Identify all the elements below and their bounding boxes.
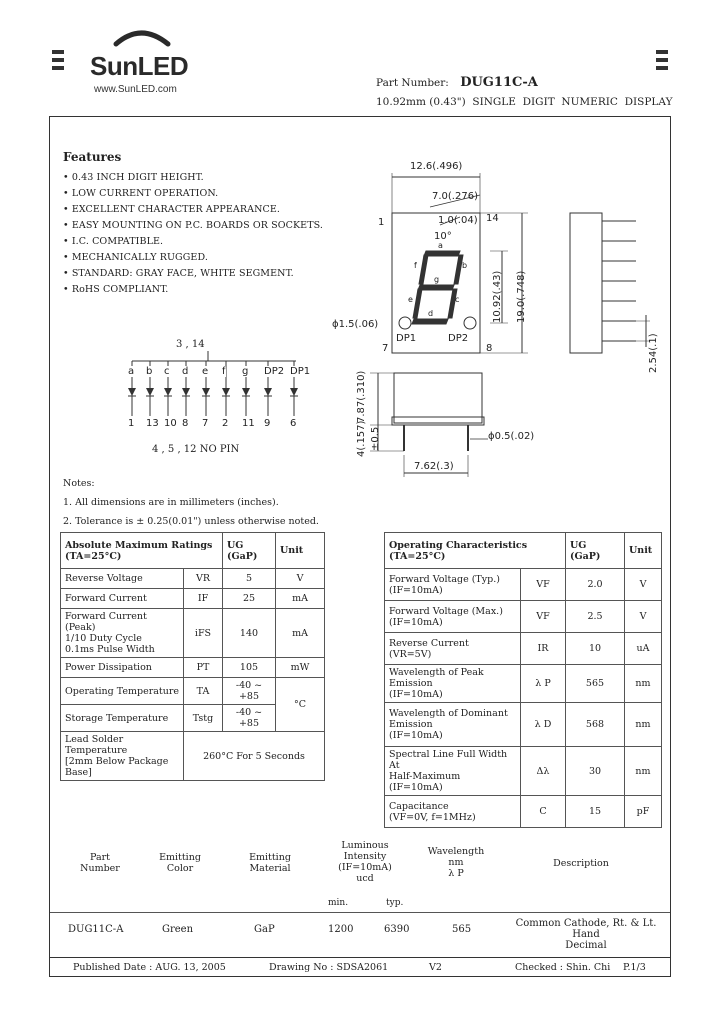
features-title: Features — [63, 150, 122, 164]
part-table-header: Emitting Color — [159, 852, 201, 874]
segment-label: a — [128, 366, 135, 377]
param-unit: mA — [276, 609, 325, 658]
segment-label: e — [202, 366, 209, 377]
row-typ: 6390 — [384, 924, 410, 935]
footer — [49, 962, 669, 976]
row-part: DUG11C-A — [68, 924, 124, 935]
abs-max-col-unit: Unit — [276, 533, 325, 569]
abs-max-title: Absolute Maximum Ratings (TA=25°C) — [61, 533, 223, 569]
page-subtitle: 10.92mm (0.43") SINGLE DIGIT NUMERIC DISPLAY — [376, 96, 673, 108]
seg-c-label: c — [455, 295, 460, 304]
param-value: -40 ~ +85 — [223, 678, 276, 705]
pin-label: 13 — [146, 418, 159, 429]
param-unit: V — [625, 601, 662, 633]
dim-slant: 7.0(.276) — [432, 191, 478, 202]
op-char-row — [385, 796, 662, 828]
sub-typ: typ. — [386, 898, 404, 908]
op-char-col-unit: Unit — [625, 533, 662, 569]
left-bars — [52, 50, 64, 74]
op-char-table — [384, 532, 662, 828]
pin-label: 2 — [222, 418, 229, 429]
feature-item: • MECHANICALLY RUGGED. — [63, 252, 208, 263]
note-1: 1. All dimensions are in millimeters (inches). — [63, 497, 279, 508]
dim-body: 7.87(.310) — [356, 370, 367, 423]
segment-label: c — [164, 366, 170, 377]
pin-7-label: 7 — [382, 343, 389, 354]
param-value: 568 — [566, 703, 625, 747]
abs-max-col-ug: UG (GaP) — [223, 533, 276, 569]
page-number: P.1/3 — [623, 962, 646, 973]
no-pin-note: 4 , 5 , 12 NO PIN — [152, 444, 240, 455]
note-2: 2. Tolerance is ± 0.25(0.01") unless otherwise noted. — [63, 516, 319, 527]
param-symbol: VF — [521, 601, 566, 633]
pin-label: 1 — [128, 418, 135, 429]
feature-item: • I.C. COMPATIBLE. — [63, 236, 164, 247]
common-pins: 3 , 14 — [176, 339, 205, 350]
param-value: 2.5 — [566, 601, 625, 633]
abs-max-table — [60, 532, 325, 781]
drawing-number: Drawing No : SDSA2061 — [269, 962, 389, 973]
param-symbol: VR — [184, 569, 223, 589]
dp2-label: DP2 — [448, 333, 469, 344]
dim-tol: ±0.5 — [370, 426, 381, 451]
dim-lead: 4(.157) — [356, 420, 367, 457]
seg-b-label: b — [462, 261, 468, 270]
website-url[interactable]: www.SunLED.com — [94, 84, 177, 95]
segment-label: DP2 — [264, 366, 285, 377]
param-unit: nm — [625, 703, 662, 747]
dim-seg: 1.0(.04) — [438, 215, 478, 226]
row-color: Green — [162, 924, 194, 935]
param-unit: V — [625, 569, 662, 601]
abs-max-row — [61, 678, 325, 705]
abs-max-row — [61, 658, 325, 678]
segment-label: b — [146, 366, 153, 377]
pin-label: 6 — [290, 418, 297, 429]
op-char-row — [385, 703, 662, 747]
dim-angle: 10° — [434, 231, 452, 242]
part-number-label: Part Number: — [376, 77, 449, 89]
param-name: Forward Current (Peak) 1/10 Duty Cycle 0.1ms Pulse Width — [61, 609, 184, 658]
segment-label: DP1 — [290, 366, 311, 377]
op-char-col-ug: UG (GaP) — [566, 533, 625, 569]
param-value: 15 — [566, 796, 625, 828]
param-name: Wavelength of Peak Emission (IF=10mA) — [385, 665, 521, 703]
param-name: Wavelength of Dominant Emission (IF=10mA) — [385, 703, 521, 747]
part-table-header: Description — [553, 858, 609, 869]
param-unit: uA — [625, 633, 662, 665]
param-name: Operating Temperature — [61, 678, 184, 705]
param-name: Forward Voltage (Max.) (IF=10mA) — [385, 601, 521, 633]
brand-name: SunLED — [90, 51, 189, 81]
param-symbol: VF — [521, 569, 566, 601]
part-table-header: Emitting Material — [249, 852, 291, 874]
dp1-label: DP1 — [396, 333, 417, 344]
segment-label: f — [222, 366, 226, 377]
pin-label: 10 — [164, 418, 177, 429]
dim-total: 19.0(.748) — [516, 270, 527, 323]
part-number: DUG11C-A — [460, 75, 538, 90]
param-unit: mA — [276, 589, 325, 609]
op-char-row — [385, 569, 662, 601]
pin-label: 11 — [242, 418, 255, 429]
param-value: 140 — [223, 609, 276, 658]
checked-by: Checked : Shin. Chi — [515, 962, 611, 973]
param-unit: nm — [625, 665, 662, 703]
param-symbol: IR — [521, 633, 566, 665]
dim-pitch: 2.54(.1) — [648, 333, 659, 373]
row-wl: 565 — [452, 924, 472, 935]
param-symbol: Δλ — [521, 747, 566, 796]
pin-1-label: 1 — [378, 217, 385, 228]
version: V2 — [429, 962, 442, 973]
seg-g-label: g — [434, 275, 440, 284]
part-table-header: Luminous Intensity (IF=10mA) ucd — [338, 840, 392, 884]
segment-label: d — [182, 366, 189, 377]
op-char-row — [385, 633, 662, 665]
circuit-diagram — [118, 336, 318, 466]
param-unit: V — [276, 569, 325, 589]
dim-pin: ϕ0.5(.02) — [488, 431, 535, 442]
op-char-title: Operating Characteristics (TA=25°C) — [385, 533, 566, 569]
param-symbol: Tstg — [184, 705, 223, 732]
param-value: 10 — [566, 633, 625, 665]
pin-label: 7 — [202, 418, 209, 429]
pin-8-label: 8 — [486, 343, 493, 354]
feature-item: • LOW CURRENT OPERATION. — [63, 188, 219, 199]
param-name: Forward Voltage (Typ.) (IF=10mA) — [385, 569, 521, 601]
param-symbol: λ P — [521, 665, 566, 703]
dim-row: 7.62(.3) — [414, 461, 454, 472]
part-table-divider — [50, 912, 670, 913]
dim-height: 10.92(.43) — [492, 270, 503, 323]
solder-name: Lead Solder Temperature [2mm Below Package Base] — [61, 732, 184, 781]
right-bars — [656, 50, 668, 74]
solder-value: 260°C For 5 Seconds — [184, 732, 325, 781]
part-table — [50, 838, 670, 951]
row-min: 1200 — [328, 924, 354, 935]
param-symbol: C — [521, 796, 566, 828]
seg-d-label: d — [428, 309, 434, 318]
row-material: GaP — [254, 924, 275, 935]
param-name: Capacitance (VF=0V, f=1MHz) — [385, 796, 521, 828]
param-value: 565 — [566, 665, 625, 703]
param-name: Storage Temperature — [61, 705, 184, 732]
param-name: Spectral Line Full Width At Half-Maximum (IF=10mA) — [385, 747, 521, 796]
pin-14-label: 14 — [486, 213, 499, 224]
param-name: Forward Current — [61, 589, 184, 609]
abs-max-row — [61, 589, 325, 609]
segment-label: g — [242, 366, 249, 377]
param-value: -40 ~ +85 — [223, 705, 276, 732]
notes-section — [63, 478, 319, 527]
dim-dp: ϕ1.5(.06) — [332, 319, 379, 330]
abs-max-row — [61, 609, 325, 658]
seg-e-label: e — [408, 295, 413, 304]
part-number-line — [376, 75, 538, 90]
param-name: Reverse Voltage — [61, 569, 184, 589]
feature-item: • EXCELLENT CHARACTER APPEARANCE. — [63, 204, 281, 215]
seg-a-label: a — [438, 241, 443, 250]
features-section — [63, 150, 363, 300]
op-char-row — [385, 601, 662, 633]
param-symbol: iFS — [184, 609, 223, 658]
param-value: 25 — [223, 589, 276, 609]
param-unit: pF — [625, 796, 662, 828]
features-list — [63, 172, 363, 295]
param-unit: °C — [276, 678, 325, 732]
dim-width: 12.6(.496) — [410, 161, 463, 172]
part-table-header: Wavelength nm λ P — [427, 846, 485, 879]
feature-item: • 0.43 INCH DIGIT HEIGHT. — [63, 172, 204, 183]
param-symbol: TA — [184, 678, 223, 705]
feature-item: • EASY MOUNTING ON P.C. BOARDS OR SOCKETS. — [63, 220, 324, 231]
param-value: 5 — [223, 569, 276, 589]
param-symbol: IF — [184, 589, 223, 609]
feature-item: • STANDARD: GRAY FACE, WHITE SEGMENT. — [63, 268, 294, 279]
param-unit: mW — [276, 658, 325, 678]
param-value: 105 — [223, 658, 276, 678]
part-table-header: Part Number — [80, 852, 120, 874]
feature-item: • RoHS COMPLIANT. — [63, 284, 169, 295]
pin-label: 8 — [182, 418, 189, 429]
param-name: Power Dissipation — [61, 658, 184, 678]
param-symbol: λ D — [521, 703, 566, 747]
op-char-row — [385, 665, 662, 703]
param-unit: nm — [625, 747, 662, 796]
op-char-row — [385, 747, 662, 796]
row-desc: Common Cathode, Rt. & Lt. Hand Decimal — [515, 918, 657, 951]
published-date: Published Date : AUG. 13, 2005 — [73, 962, 226, 973]
param-symbol: PT — [184, 658, 223, 678]
notes-title: Notes: — [63, 478, 95, 489]
abs-max-row — [61, 569, 325, 589]
param-value: 30 — [566, 747, 625, 796]
param-name: Reverse Current (VR=5V) — [385, 633, 521, 665]
sunled-logo — [86, 24, 196, 84]
mechanical-drawing — [330, 155, 660, 485]
sub-min: min. — [328, 898, 349, 908]
pin-label: 9 — [264, 418, 271, 429]
param-value: 2.0 — [566, 569, 625, 601]
seg-f-label: f — [414, 261, 417, 270]
